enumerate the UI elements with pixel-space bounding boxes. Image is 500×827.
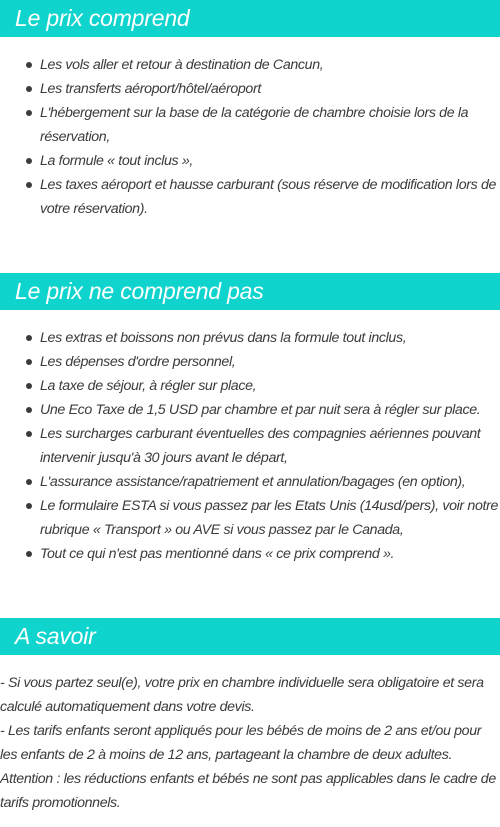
list-item-text: Les transferts aéroport/hôtel/aéroport xyxy=(40,81,261,97)
list-item xyxy=(0,374,500,398)
list-item-text: L'assurance assistance/rapatriement et annulation/bagages (en option), xyxy=(40,474,466,490)
list-item-text: Le formulaire ESTA si vous passez par les Etats Unis (14usd/pers), voir notre rubrique « Transport » ou AVE si vous passez par le Canada, xyxy=(40,498,498,538)
section-a-savoir xyxy=(0,618,500,815)
list-item xyxy=(0,77,500,101)
list-item-text: La taxe de séjour, à régler sur place, xyxy=(40,378,257,394)
bullet-icon xyxy=(26,86,32,92)
info-paragraphs xyxy=(0,671,500,815)
section-title: A savoir xyxy=(0,618,500,655)
bullet-icon xyxy=(26,158,32,164)
list-item xyxy=(0,470,500,494)
bullet-icon xyxy=(26,479,32,485)
bullet-icon xyxy=(26,335,32,341)
list-item-text: Les vols aller et retour à destination de Cancun, xyxy=(40,57,324,73)
bullet-icon xyxy=(26,182,32,188)
section-title: Le prix comprend xyxy=(0,0,500,37)
list-item xyxy=(0,494,500,542)
list-item-text: Les surcharges carburant éventuelles des compagnies aériennes pouvant intervenir jusqu'à 30 jours avant le départ, xyxy=(40,426,481,466)
info-paragraph: Attention : les réductions enfants et bébés ne sont pas applicables dans le cadre de tarifs promotionnels. xyxy=(0,771,496,811)
bullet-icon xyxy=(26,359,32,365)
bullet-icon xyxy=(26,110,32,116)
list-item xyxy=(0,326,500,350)
list-item xyxy=(0,398,500,422)
list-item xyxy=(0,101,500,149)
list-item xyxy=(0,542,500,566)
list-item-text: Les dépenses d'ordre personnel, xyxy=(40,354,236,370)
bullet-icon xyxy=(26,503,32,509)
list-item-text: La formule « tout inclus », xyxy=(40,153,194,169)
list-item xyxy=(0,350,500,374)
list-item-text: L'hébergement sur la base de la catégorie de chambre choisie lors de la réservation, xyxy=(40,105,469,145)
info-paragraph: - Les tarifs enfants seront appliqués pour les bébés de moins de 2 ans et/ou pour les enfants de 2 à moins de 12 ans, partageant la chambre de deux adultes. xyxy=(0,723,482,763)
list-item-text: Les extras et boissons non prévus dans la formule tout inclus, xyxy=(40,330,407,346)
section-prix-comprend xyxy=(0,0,500,221)
bullet-icon xyxy=(26,551,32,557)
info-paragraph: - Si vous partez seul(e), votre prix en chambre individuelle sera obligatoire et sera calculé automatiquement dans votre devis. xyxy=(0,675,484,715)
bullet-icon xyxy=(26,383,32,389)
list-item xyxy=(0,422,500,470)
bullet-icon xyxy=(26,62,32,68)
list-item-text: Une Eco Taxe de 1,5 USD par chambre et par nuit sera à régler sur place. xyxy=(40,402,481,418)
list-item-text: Tout ce qui n'est pas mentionné dans « ce prix comprend ». xyxy=(40,546,395,562)
list-item xyxy=(0,53,500,77)
list-item xyxy=(0,173,500,221)
bullet-icon xyxy=(26,407,32,413)
list-item xyxy=(0,149,500,173)
excluded-list xyxy=(0,326,500,566)
included-list xyxy=(0,53,500,221)
section-prix-ne-comprend-pas xyxy=(0,273,500,566)
list-item-text: Les taxes aéroport et hausse carburant (sous réserve de modification lors de votre réservation). xyxy=(40,177,497,217)
section-title: Le prix ne comprend pas xyxy=(0,273,500,310)
bullet-icon xyxy=(26,431,32,437)
